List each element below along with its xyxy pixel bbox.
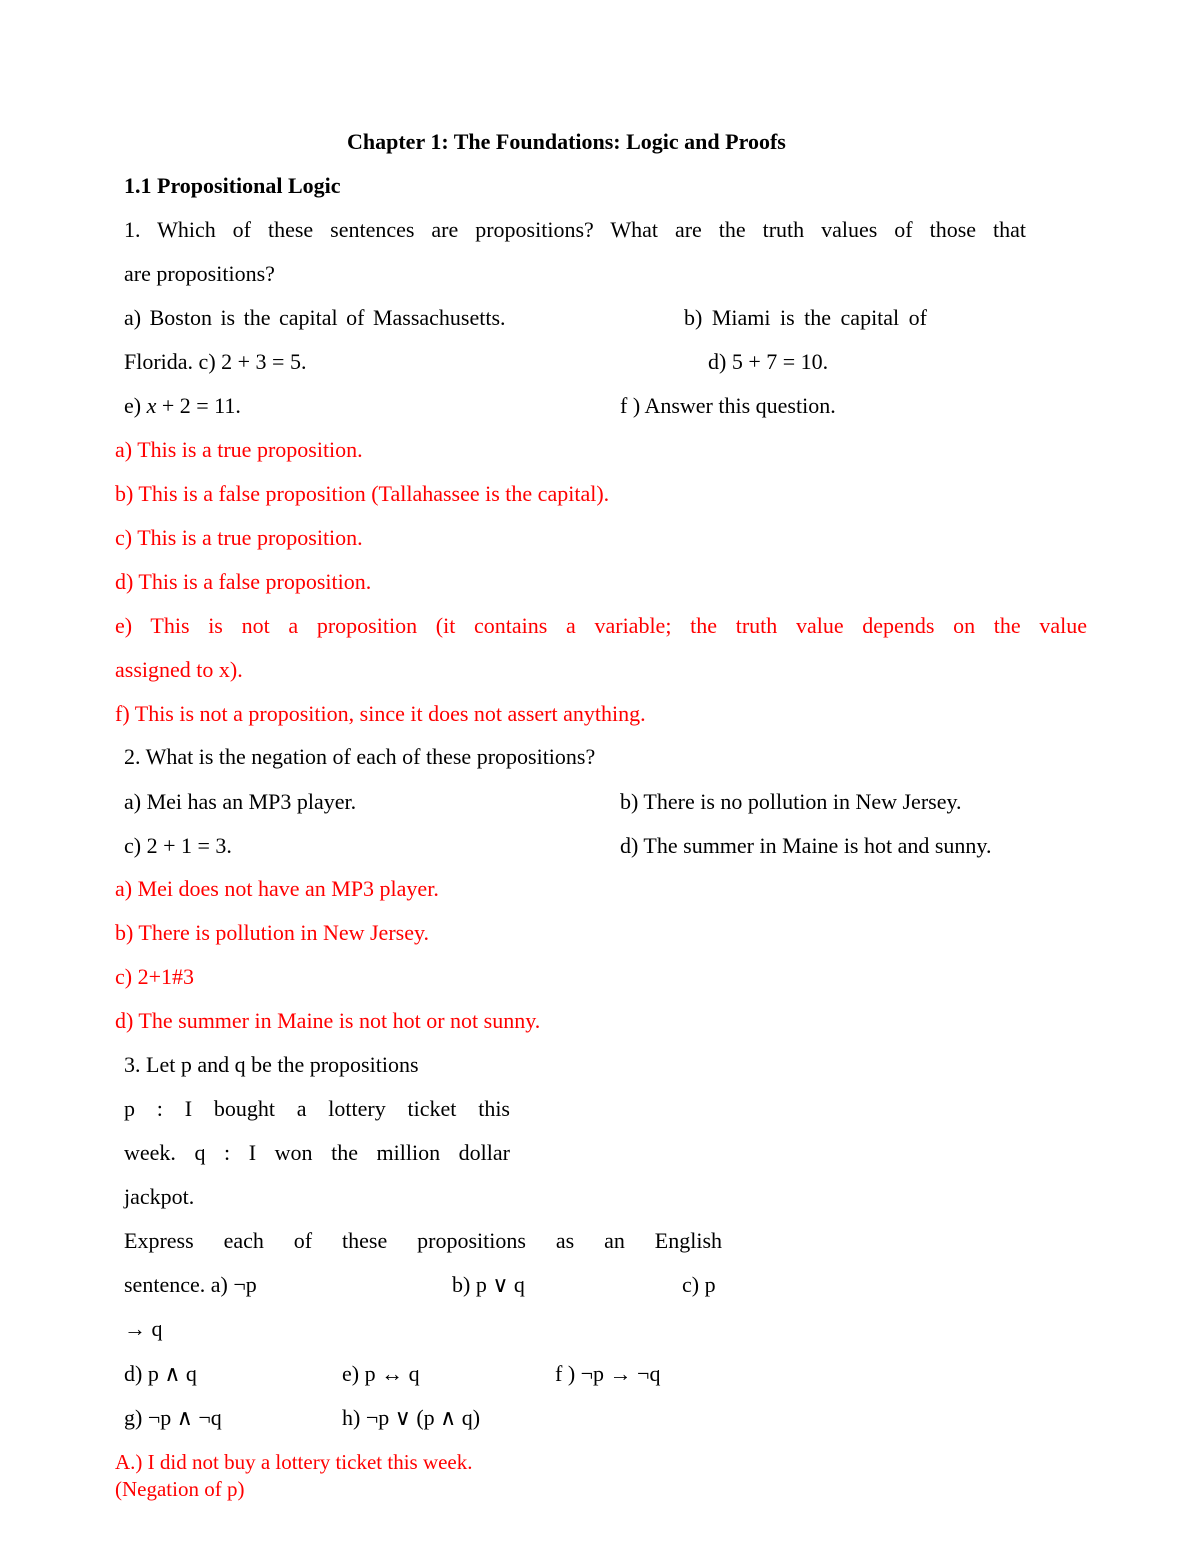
q3-option-c: c) p [682, 1272, 716, 1297]
q3-option-h: h) ¬p ∨ (p ∧ q) [342, 1405, 481, 1430]
q1-option-b: b) Miami is the capital of [684, 305, 927, 330]
q3-definition-p: p : I bought a lottery ticket this [124, 1096, 510, 1121]
q1-option-e [124, 392, 241, 420]
q2-option-b: b) There is no pollution in New Jersey. [620, 789, 962, 814]
q3-option-b: b) p ∨ q [452, 1272, 525, 1297]
q1-option-c: Florida. c) 2 + 3 = 5. [124, 349, 307, 374]
q1-option-f: f ) Answer this question. [620, 393, 836, 418]
q1-option-e-suffix: + 2 = 11. [156, 393, 241, 418]
q1-option-e-prefix: e) [124, 393, 147, 418]
a2-answer-b: b) There is pollution in New Jersey. [115, 920, 430, 945]
a2-answer-d: d) The summer in Maine is not hot or not sunny. [115, 1008, 541, 1033]
page-title: Chapter 1: The Foundations: Logic and Proofs [347, 129, 786, 154]
a2-answer-a: a) Mei does not have an MP3 player. [115, 876, 439, 901]
q3-option-f: f ) ¬p → ¬q [555, 1361, 661, 1386]
q3-option-a: sentence. a) ¬p [124, 1272, 257, 1297]
q3-definition-q: week. q : I won the million dollar [124, 1140, 510, 1165]
a1-answer-c: c) This is a true proposition. [115, 525, 363, 550]
a1-answer-a: a) This is a true proposition. [115, 437, 363, 462]
q2-option-c: c) 2 + 1 = 3. [124, 833, 232, 858]
q1-option-d: d) 5 + 7 = 10. [708, 349, 829, 374]
q2-option-a: a) Mei has an MP3 player. [124, 789, 357, 814]
a3-answer-a: A.) I did not buy a lottery ticket this week. [115, 1450, 473, 1474]
a1-answer-d: d) This is a false proposition. [115, 569, 372, 594]
q3-definition-q-end: jackpot. [124, 1184, 195, 1209]
q3-option-g: g) ¬p ∧ ¬q [124, 1405, 222, 1430]
q1-option-a: a) Boston is the capital of Massachusetts. [124, 305, 506, 330]
q3-option-d: d) p ∧ q [124, 1361, 197, 1386]
a1-answer-f: f) This is not a proposition, since it does not assert anything. [115, 701, 646, 726]
q3-prompt: 3. Let p and q be the propositions [124, 1052, 419, 1077]
q3-instruction: Express each of these propositions as an English [124, 1228, 722, 1253]
a1-answer-b: b) This is a false proposition (Tallahassee is the capital). [115, 481, 610, 506]
q3-option-c-cont: → q [124, 1316, 163, 1341]
q3-option-e: e) p ↔ q [342, 1361, 420, 1386]
a2-answer-c: c) 2+1#3 [115, 964, 194, 989]
q1-option-e-variable: x [146, 393, 157, 418]
q1-prompt-line2: are propositions? [124, 261, 275, 286]
section-heading: 1.1 Propositional Logic [124, 173, 341, 198]
a1-answer-e-line1: e) This is not a proposition (it contains a variable; the truth value depends on the value [115, 613, 1087, 638]
q2-option-d: d) The summer in Maine is hot and sunny. [620, 833, 992, 858]
q2-prompt: 2. What is the negation of each of these propositions? [124, 744, 596, 769]
q1-prompt-line1: 1. Which of these sentences are propositions? What are the truth values of those that [124, 217, 1026, 242]
a1-answer-e-line2: assigned to x). [115, 657, 243, 682]
a3-answer-a-note: (Negation of p) [115, 1477, 245, 1501]
